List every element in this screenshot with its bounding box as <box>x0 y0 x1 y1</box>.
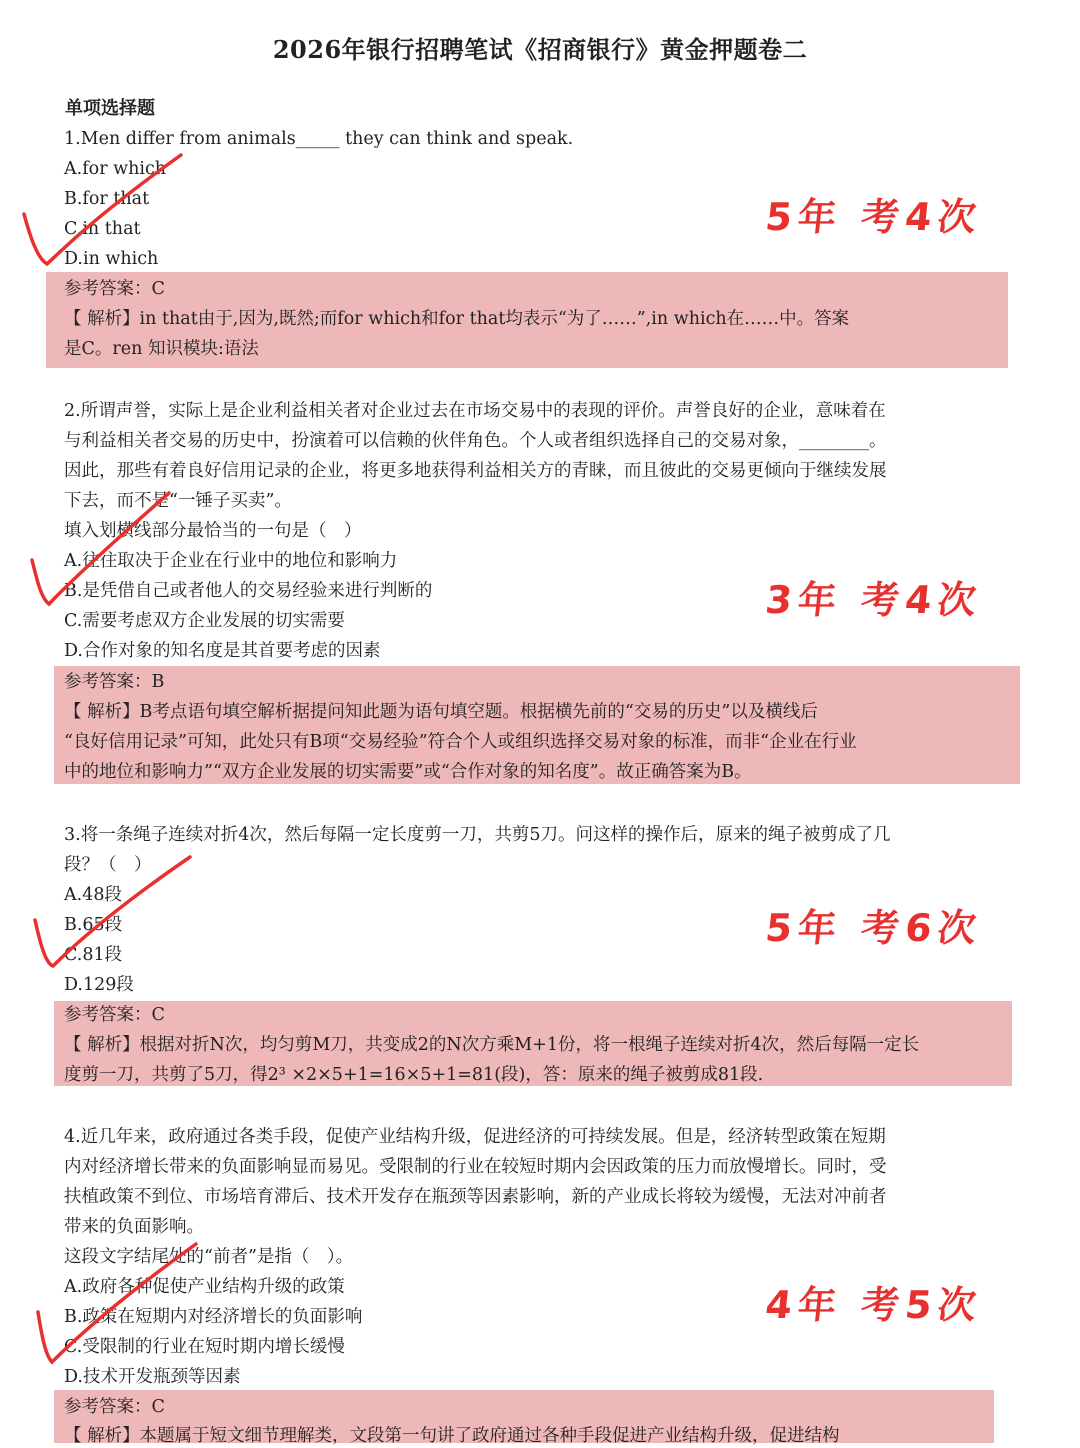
q3-frequency-badge: 5年 考6次 <box>763 906 985 950</box>
q4-stem-line: 扶植政策不到位、市场培育滞后、技术开发存在瓶颈等因素影响，新的产业成长将较为缓慢，无法对冲前者 <box>64 1187 887 1207</box>
q2-stem-line: 填入划横线部分最恰当的一句是（ ） <box>64 521 362 541</box>
q3-analysis-line: 【 解析】根据对折N次，均匀剪M刀，共变成2的N次方乘M+1份，将一根绳子连续对折4次，然后每隔一定长 <box>64 1035 920 1055</box>
q2-option-b: B.是凭借自己或者他人的交易经验来进行判断的 <box>64 581 433 601</box>
q3-answer: 参考答案：C <box>64 1005 165 1025</box>
q2-analysis-line: 【 解析】B考点语句填空解析据提问知此题为语句填空题。根据横先前的“交易的历史”以及横线后 <box>64 702 818 722</box>
q2-stem-line: 与利益相关者交易的历史中，扮演着可以信赖的伙伴角色。个人或者组织选择自己的交易对象，________。 <box>64 431 887 451</box>
q2-option-c: C.需要考虑双方企业发展的切实需要 <box>64 611 345 631</box>
q3-option-d: D.129段 <box>64 975 134 995</box>
q3-option-b: B.65段 <box>64 915 123 935</box>
q3-analysis-line: 度剪一刀，共剪了5刀，得2³ ×2×5+1=16×5+1=81(段)，答：原来的绳子被剪成81段. <box>64 1065 764 1085</box>
q1-option-a: A.for which <box>64 159 167 179</box>
q2-answer: 参考答案：B <box>64 672 165 692</box>
q2-stem-line: 因此，那些有着良好信用记录的企业，将更多地获得利益相关方的青睐，而且彼此的交易更倾向于继续发展 <box>64 461 887 481</box>
q2-analysis-line: “良好信用记录”可知，此处只有B项“交易经验”符合个人或组织选择交易对象的标准，而非“企业在行业 <box>64 732 857 752</box>
q4-analysis-line: 【 解析】本题属于短文细节理解类，文段第一句讲了政府通过各种手段促进产业结构升级，促进结构 <box>64 1426 840 1446</box>
q1-analysis-line: 是C。ren 知识模块:语法 <box>64 339 259 359</box>
q1-option-c: C.in that <box>64 219 141 239</box>
q3-stem-line: 段？（ ） <box>64 855 152 875</box>
q4-answer: 参考答案：C <box>64 1397 165 1417</box>
q4-option-c: C.受限制的行业在短时期内增长缓慢 <box>64 1337 345 1357</box>
q2-option-a: A.往往取决于企业在行业中的地位和影响力 <box>64 551 398 571</box>
section-heading: 单项选择题 <box>65 98 155 119</box>
q2-analysis-line: 中的地位和影响力”“双方企业发展的切实需要”或“合作对象的知名度”。故正确答案为B。 <box>64 762 752 782</box>
q4-option-d: D.技术开发瓶颈等因素 <box>64 1367 241 1387</box>
q1-option-d: D.in which <box>64 249 159 269</box>
q4-option-a: A.政府各种促使产业结构升级的政策 <box>64 1277 345 1297</box>
q2-frequency-badge: 3年 考4次 <box>763 578 985 622</box>
q4-stem-line: 这段文字结尾处的“前者”是指（ ）。 <box>64 1247 354 1267</box>
q4-stem-line: 内对经济增长带来的负面影响显而易见。受限制的行业在较短时期内会因政策的压力而放慢增长。同时，受 <box>64 1157 887 1177</box>
q4-stem-line: 4.近几年来，政府通过各类手段，促使产业结构升级，促进经济的可持续发展。但是，经济转型政策在短期 <box>64 1127 886 1147</box>
q1-option-b: B.for that <box>64 189 150 209</box>
q2-stem-line: 下去，而不是“一锤子买卖”。 <box>64 491 292 511</box>
q1-stem-line: 1.Men differ from animals_____ they can think and speak. <box>64 129 574 149</box>
document-title: 2026年银行招聘笔试《招商银行》黄金押题卷二 <box>272 35 808 64</box>
q1-analysis-line: 【 解析】in that由于,因为,既然;而for which和for that均表示“为了……”,in which在……中。答案 <box>64 309 850 329</box>
q3-stem-line: 3.将一条绳子连续对折4次，然后每隔一定长度剪一刀，共剪5刀。问这样的操作后，原来的绳子被剪成了几 <box>64 825 891 845</box>
q3-option-a: A.48段 <box>64 885 122 905</box>
q1-frequency-badge: 5年 考4次 <box>763 195 985 239</box>
q4-option-b: B.政策在短期内对经济增长的负面影响 <box>64 1307 363 1327</box>
q2-option-d: D.合作对象的知名度是其首要考虑的因素 <box>64 641 381 661</box>
q1-answer: 参考答案：C <box>64 279 165 299</box>
q4-stem-line: 带来的负面影响。 <box>64 1217 204 1237</box>
q4-frequency-badge: 4年 考5次 <box>763 1283 985 1327</box>
q2-stem-line: 2.所谓声誉，实际上是企业利益相关者对企业过去在市场交易中的表现的评价。声誉良好的企业，意味着在 <box>64 401 886 421</box>
q3-option-c: C.81段 <box>64 945 123 965</box>
